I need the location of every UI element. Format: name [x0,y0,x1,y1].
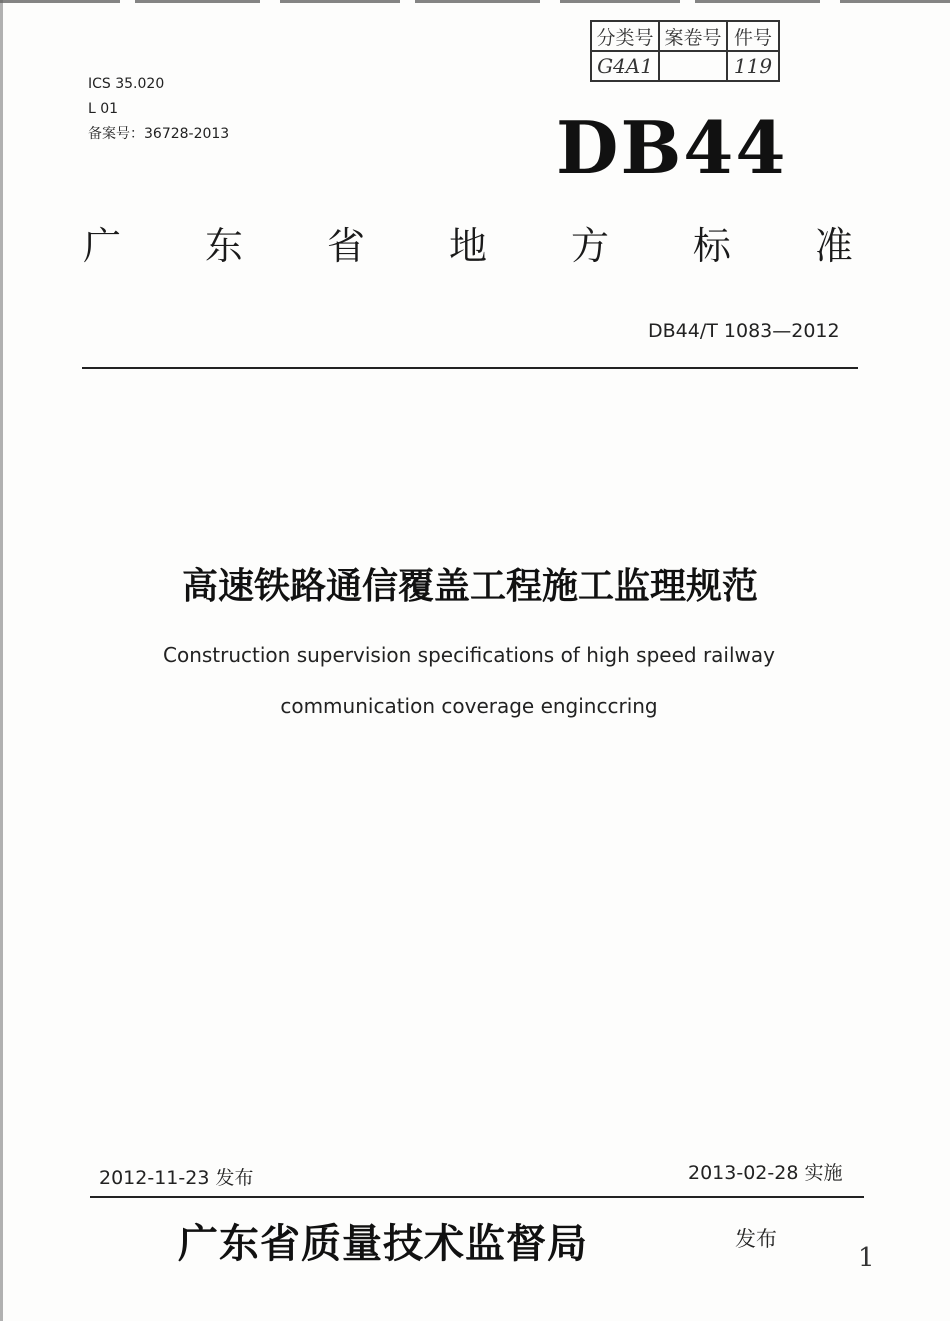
standard-type-heading [83,215,853,270]
standard-type-char: 东 [204,224,243,268]
standard-type-char: 标 [692,224,731,268]
standard-type-char: 准 [814,224,853,268]
standard-type-char: 地 [448,224,487,268]
top-divider [82,367,858,369]
value-file-no [659,51,727,81]
bottom-divider [90,1196,864,1198]
standard-type-char: 省 [326,224,365,268]
db44-logo: DB44 [556,105,788,190]
standard-type-char: 方 [570,224,609,268]
header-file-no: 案卷号 [659,21,727,51]
implementation-date: 2013-02-28 实施 [688,1162,843,1184]
publisher-name: 广东省质量技术监督局 [178,1220,588,1267]
scan-top-edge [0,0,950,3]
page-number: 1 [858,1243,875,1273]
title-english-line2: communication coverage enginccring [280,694,658,718]
standard-number: DB44/T 1083—2012 [648,320,840,342]
standard-type-char: 广 [83,224,122,268]
header-item-no: 件号 [727,21,779,51]
header-category-no: 分类号 [591,21,659,51]
title-english-line1: Construction supervision specifications of high speed railway [163,643,775,667]
record-number: 备案号：36728-2013 [88,126,230,142]
publish-label: 发布 [735,1227,777,1251]
ccs-code: L 01 [88,101,119,117]
issue-date: 2012-11-23 发布 [99,1167,254,1189]
meta-block [88,72,229,147]
value-item-no: 119 [727,51,779,81]
ics-code: ICS 35.020 [88,76,165,92]
value-category-no: G4A1 [591,51,659,81]
classification-stamp [590,20,780,82]
title-chinese: 高速铁路通信覆盖工程施工监理规范 [181,566,758,607]
